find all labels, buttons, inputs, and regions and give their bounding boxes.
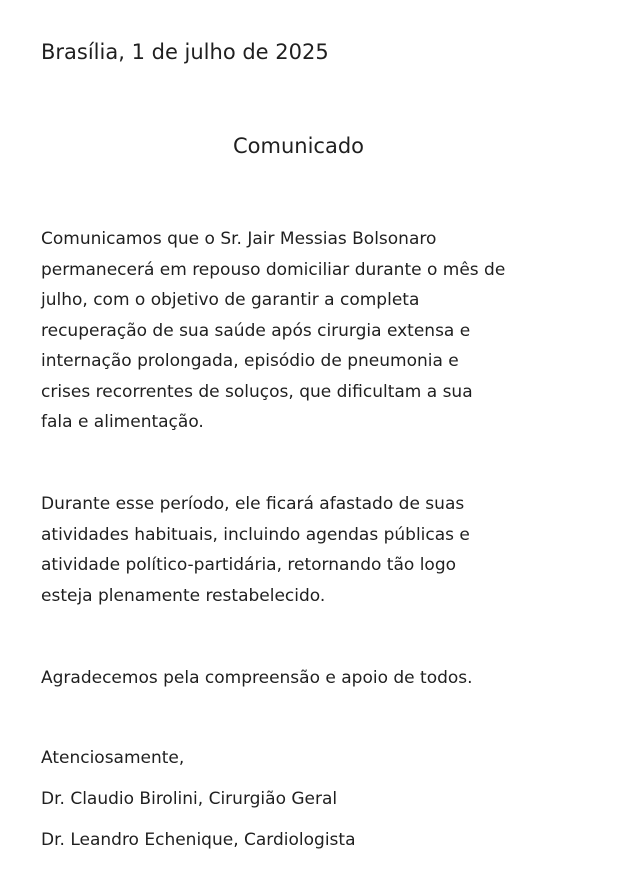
paragraph-line: Comunicamos que o Sr. Jair Messias Bolsonaro [41,229,437,249]
paragraph-line: fala e alimentação. [41,412,204,432]
paragraph-line: julho, com o objetivo de garantir a completa [41,290,420,310]
document-title: Comunicado [232,134,364,158]
paragraph-line: permanecerá em repouso domiciliar durante o mês de [41,259,506,280]
paragraph-line: esteja plenamente restabelecido. [41,585,326,606]
paragraph-line: Durante esse período, ele ficará afastado de suas [41,494,465,514]
paragraph-line: atividade político-partidária, retornando tão logo [41,555,457,575]
signatory-1: Dr. Claudio Birolini, Cirurgião Geral [41,789,338,809]
paragraph-2 [41,489,470,611]
paragraph-line: Agradecemos pela compreensão e apoio de todos. [41,668,473,688]
date-line: Brasília, 1 de julho de 2025 [41,40,329,64]
paragraph-1 [41,224,505,438]
paragraph-3 [41,663,473,694]
paragraph-line: atividades habituais, incluindo agendas públicas e [41,524,470,545]
paragraph-line: internação prolongada, episódio de pneumonia e [41,351,459,371]
paragraph-line: crises recorrentes de soluços, que dificultam a sua [41,381,473,402]
paragraph-line: recuperação de sua saúde após cirurgia extensa e [41,320,471,341]
closing-salutation: Atenciosamente, [41,748,185,768]
signatory-2: Dr. Leandro Echenique, Cardiologista [41,830,356,850]
